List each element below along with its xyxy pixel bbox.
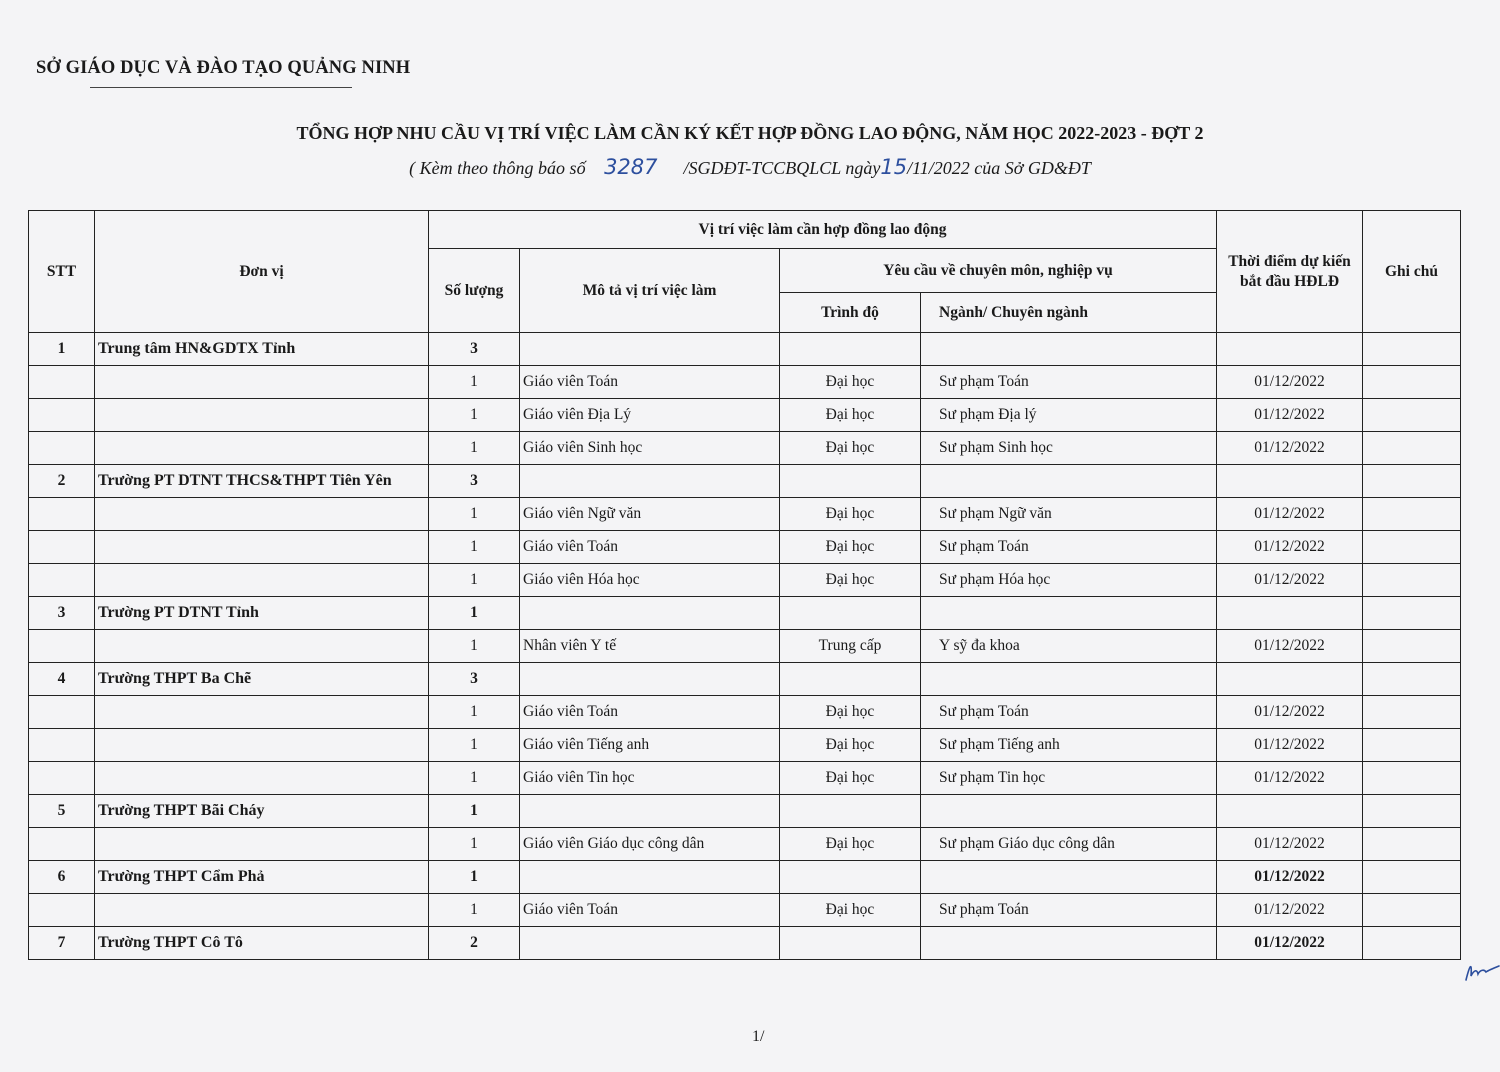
cell-level [780,333,921,366]
cell-quantity: 1 [429,399,520,432]
cell-major: Sư phạm Toán [921,531,1217,564]
cell-stt: 3 [29,597,95,630]
cell-level: Đại học [780,498,921,531]
cell-stt [29,366,95,399]
cell-stt [29,399,95,432]
cell-description: Giáo viên Tiếng anh [520,729,780,762]
cell-stt: 6 [29,861,95,894]
header-start-date: Thời điểm dự kiến bắt đầu HĐLĐ [1217,211,1363,333]
cell-description [520,597,780,630]
cell-level: Đại học [780,696,921,729]
cell-description [520,465,780,498]
position-row [29,366,1461,399]
position-row [29,729,1461,762]
cell-stt [29,696,95,729]
position-row [29,498,1461,531]
cell-quantity: 1 [429,795,520,828]
cell-note [1363,531,1461,564]
cell-note [1363,399,1461,432]
cell-stt: 4 [29,663,95,696]
header-stt: STT [29,211,95,333]
document-subtitle [0,155,1500,179]
cell-description: Giáo viên Toán [520,531,780,564]
cell-note [1363,498,1461,531]
cell-start-date [1217,333,1363,366]
positions-table [28,210,1461,960]
cell-level [780,597,921,630]
cell-description [520,795,780,828]
document-title: TỔNG HỢP NHU CẦU VỊ TRÍ VIỆC LÀM CẦN KÝ KẾT HỢP ĐỒNG LAO ĐỘNG, NĂM HỌC 2022-2023 - ĐỢT 2 [296,123,1204,143]
cell-stt [29,564,95,597]
cell-start-date: 01/12/2022 [1217,762,1363,795]
cell-description [520,861,780,894]
cell-major: Sư phạm Ngữ văn [921,498,1217,531]
unit-row [29,663,1461,696]
cell-note [1363,465,1461,498]
cell-note [1363,333,1461,366]
cell-level [780,465,921,498]
cell-major [921,597,1217,630]
handwritten-notice-number: 3287 [604,155,658,179]
cell-major: Sư phạm Địa lý [921,399,1217,432]
cell-unit [95,630,429,663]
cell-stt [29,729,95,762]
header-quantity: Số lượng [429,249,520,333]
handwritten-initial-mark [1462,960,1500,988]
cell-major [921,663,1217,696]
cell-description [520,333,780,366]
cell-stt [29,432,95,465]
header-requirements-group: Yêu cầu về chuyên môn, nghiệp vụ [780,249,1217,293]
cell-unit [95,828,429,861]
unit-row [29,795,1461,828]
cell-quantity: 1 [429,366,520,399]
cell-level: Đại học [780,432,921,465]
header-note: Ghi chú [1363,211,1461,333]
cell-description: Giáo viên Tin học [520,762,780,795]
cell-stt: 2 [29,465,95,498]
cell-major: Sư phạm Toán [921,366,1217,399]
cell-start-date [1217,597,1363,630]
cell-note [1363,927,1461,960]
cell-note [1363,696,1461,729]
cell-quantity: 3 [429,333,520,366]
cell-level: Đại học [780,399,921,432]
cell-start-date: 01/12/2022 [1217,894,1363,927]
cell-unit [95,894,429,927]
cell-level: Trung cấp [780,630,921,663]
cell-level: Đại học [780,564,921,597]
cell-quantity: 1 [429,894,520,927]
cell-note [1363,432,1461,465]
cell-unit [95,399,429,432]
cell-major: Sư phạm Giáo dục công dân [921,828,1217,861]
cell-stt: 1 [29,333,95,366]
cell-quantity: 3 [429,465,520,498]
cell-level [780,861,921,894]
cell-level: Đại học [780,762,921,795]
cell-major [921,927,1217,960]
cell-unit: Trung tâm HN&GDTX Tỉnh [95,333,429,366]
subtitle-middle: /SGDĐT-TCCBQLCL ngày [683,158,881,178]
position-row [29,432,1461,465]
cell-level: Đại học [780,366,921,399]
cell-note [1363,795,1461,828]
cell-start-date [1217,465,1363,498]
cell-level [780,795,921,828]
cell-quantity: 1 [429,828,520,861]
cell-quantity: 1 [429,498,520,531]
header-description: Mô tả vị trí việc làm [520,249,780,333]
cell-start-date: 01/12/2022 [1217,498,1363,531]
cell-note [1363,828,1461,861]
cell-level: Đại học [780,729,921,762]
cell-quantity: 3 [429,663,520,696]
cell-unit [95,432,429,465]
cell-level: Đại học [780,828,921,861]
cell-quantity: 1 [429,696,520,729]
cell-description: Giáo viên Địa Lý [520,399,780,432]
position-row [29,630,1461,663]
cell-description: Giáo viên Sinh học [520,432,780,465]
cell-quantity: 1 [429,597,520,630]
cell-start-date: 01/12/2022 [1217,432,1363,465]
cell-start-date: 01/12/2022 [1217,630,1363,663]
header-unit: Đơn vị [95,211,429,333]
cell-note [1363,630,1461,663]
cell-stt [29,762,95,795]
cell-unit [95,366,429,399]
position-row [29,762,1461,795]
cell-note [1363,894,1461,927]
table-body [29,333,1461,960]
cell-description [520,927,780,960]
cell-stt: 7 [29,927,95,960]
cell-unit: Trường THPT Bãi Cháy [95,795,429,828]
cell-stt: 5 [29,795,95,828]
cell-description: Giáo viên Hóa học [520,564,780,597]
cell-stt [29,894,95,927]
cell-unit [95,531,429,564]
unit-row [29,597,1461,630]
cell-start-date: 01/12/2022 [1217,564,1363,597]
cell-unit [95,564,429,597]
cell-level [780,663,921,696]
cell-start-date: 01/12/2022 [1217,696,1363,729]
cell-note [1363,366,1461,399]
position-row [29,828,1461,861]
cell-description: Nhân viên Y tế [520,630,780,663]
header-major: Ngành/ Chuyên ngành [921,293,1217,333]
cell-stt [29,531,95,564]
cell-major: Sư phạm Sinh học [921,432,1217,465]
cell-major: Sư phạm Hóa học [921,564,1217,597]
cell-quantity: 1 [429,861,520,894]
position-row [29,894,1461,927]
cell-stt [29,630,95,663]
cell-description [520,663,780,696]
cell-description: Giáo viên Toán [520,366,780,399]
cell-unit: Trường THPT Cô Tô [95,927,429,960]
cell-start-date [1217,663,1363,696]
cell-quantity: 1 [429,630,520,663]
cell-major: Y sỹ đa khoa [921,630,1217,663]
cell-start-date: 01/12/2022 [1217,729,1363,762]
cell-unit: Trường THPT Cẩm Phả [95,861,429,894]
cell-start-date: 01/12/2022 [1217,927,1363,960]
handwritten-notice-day: 15 [880,155,908,179]
unit-row [29,927,1461,960]
cell-quantity: 2 [429,927,520,960]
agency-underline [90,87,352,88]
cell-description: Giáo viên Giáo dục công dân [520,828,780,861]
unit-row [29,861,1461,894]
cell-note [1363,663,1461,696]
cell-major: Sư phạm Tin học [921,762,1217,795]
cell-note [1363,597,1461,630]
cell-start-date: 01/12/2022 [1217,861,1363,894]
position-row [29,564,1461,597]
cell-note [1363,729,1461,762]
cell-major [921,333,1217,366]
cell-unit [95,762,429,795]
cell-unit [95,696,429,729]
position-row [29,531,1461,564]
cell-level [780,927,921,960]
position-row [29,696,1461,729]
position-row [29,399,1461,432]
cell-description: Giáo viên Toán [520,894,780,927]
header-positions-group: Vị trí việc làm cần hợp đồng lao động [429,211,1217,249]
cell-start-date: 01/12/2022 [1217,366,1363,399]
cell-unit [95,729,429,762]
cell-note [1363,861,1461,894]
cell-stt [29,828,95,861]
cell-note [1363,762,1461,795]
cell-major: Sư phạm Toán [921,696,1217,729]
cell-stt [29,498,95,531]
cell-level: Đại học [780,531,921,564]
cell-level: Đại học [780,894,921,927]
cell-major [921,465,1217,498]
cell-start-date: 01/12/2022 [1217,828,1363,861]
cell-unit [95,498,429,531]
cell-unit: Trường PT DTNT THCS&THPT Tiên Yên [95,465,429,498]
cell-quantity: 1 [429,729,520,762]
agency-name: SỞ GIÁO DỤC VÀ ĐÀO TẠO QUẢNG NINH [36,58,411,78]
cell-unit: Trường PT DTNT Tỉnh [95,597,429,630]
unit-row [29,333,1461,366]
cell-major [921,861,1217,894]
cell-major: Sư phạm Tiếng anh [921,729,1217,762]
cell-major [921,795,1217,828]
cell-quantity: 1 [429,531,520,564]
cell-quantity: 1 [429,564,520,597]
subtitle-suffix: /11/2022 của Sở GD&ĐT [907,158,1091,178]
cell-note [1363,564,1461,597]
cell-quantity: 1 [429,432,520,465]
cell-start-date [1217,795,1363,828]
unit-row [29,465,1461,498]
subtitle-prefix: ( Kèm theo thông báo số [409,158,586,178]
cell-major: Sư phạm Toán [921,894,1217,927]
header-level: Trình độ [780,293,921,333]
cell-description: Giáo viên Toán [520,696,780,729]
cell-start-date: 01/12/2022 [1217,531,1363,564]
cell-description: Giáo viên Ngữ văn [520,498,780,531]
cell-quantity: 1 [429,762,520,795]
cell-unit: Trường THPT Ba Chẽ [95,663,429,696]
cell-start-date: 01/12/2022 [1217,399,1363,432]
page-number: 1/ [752,1028,765,1045]
